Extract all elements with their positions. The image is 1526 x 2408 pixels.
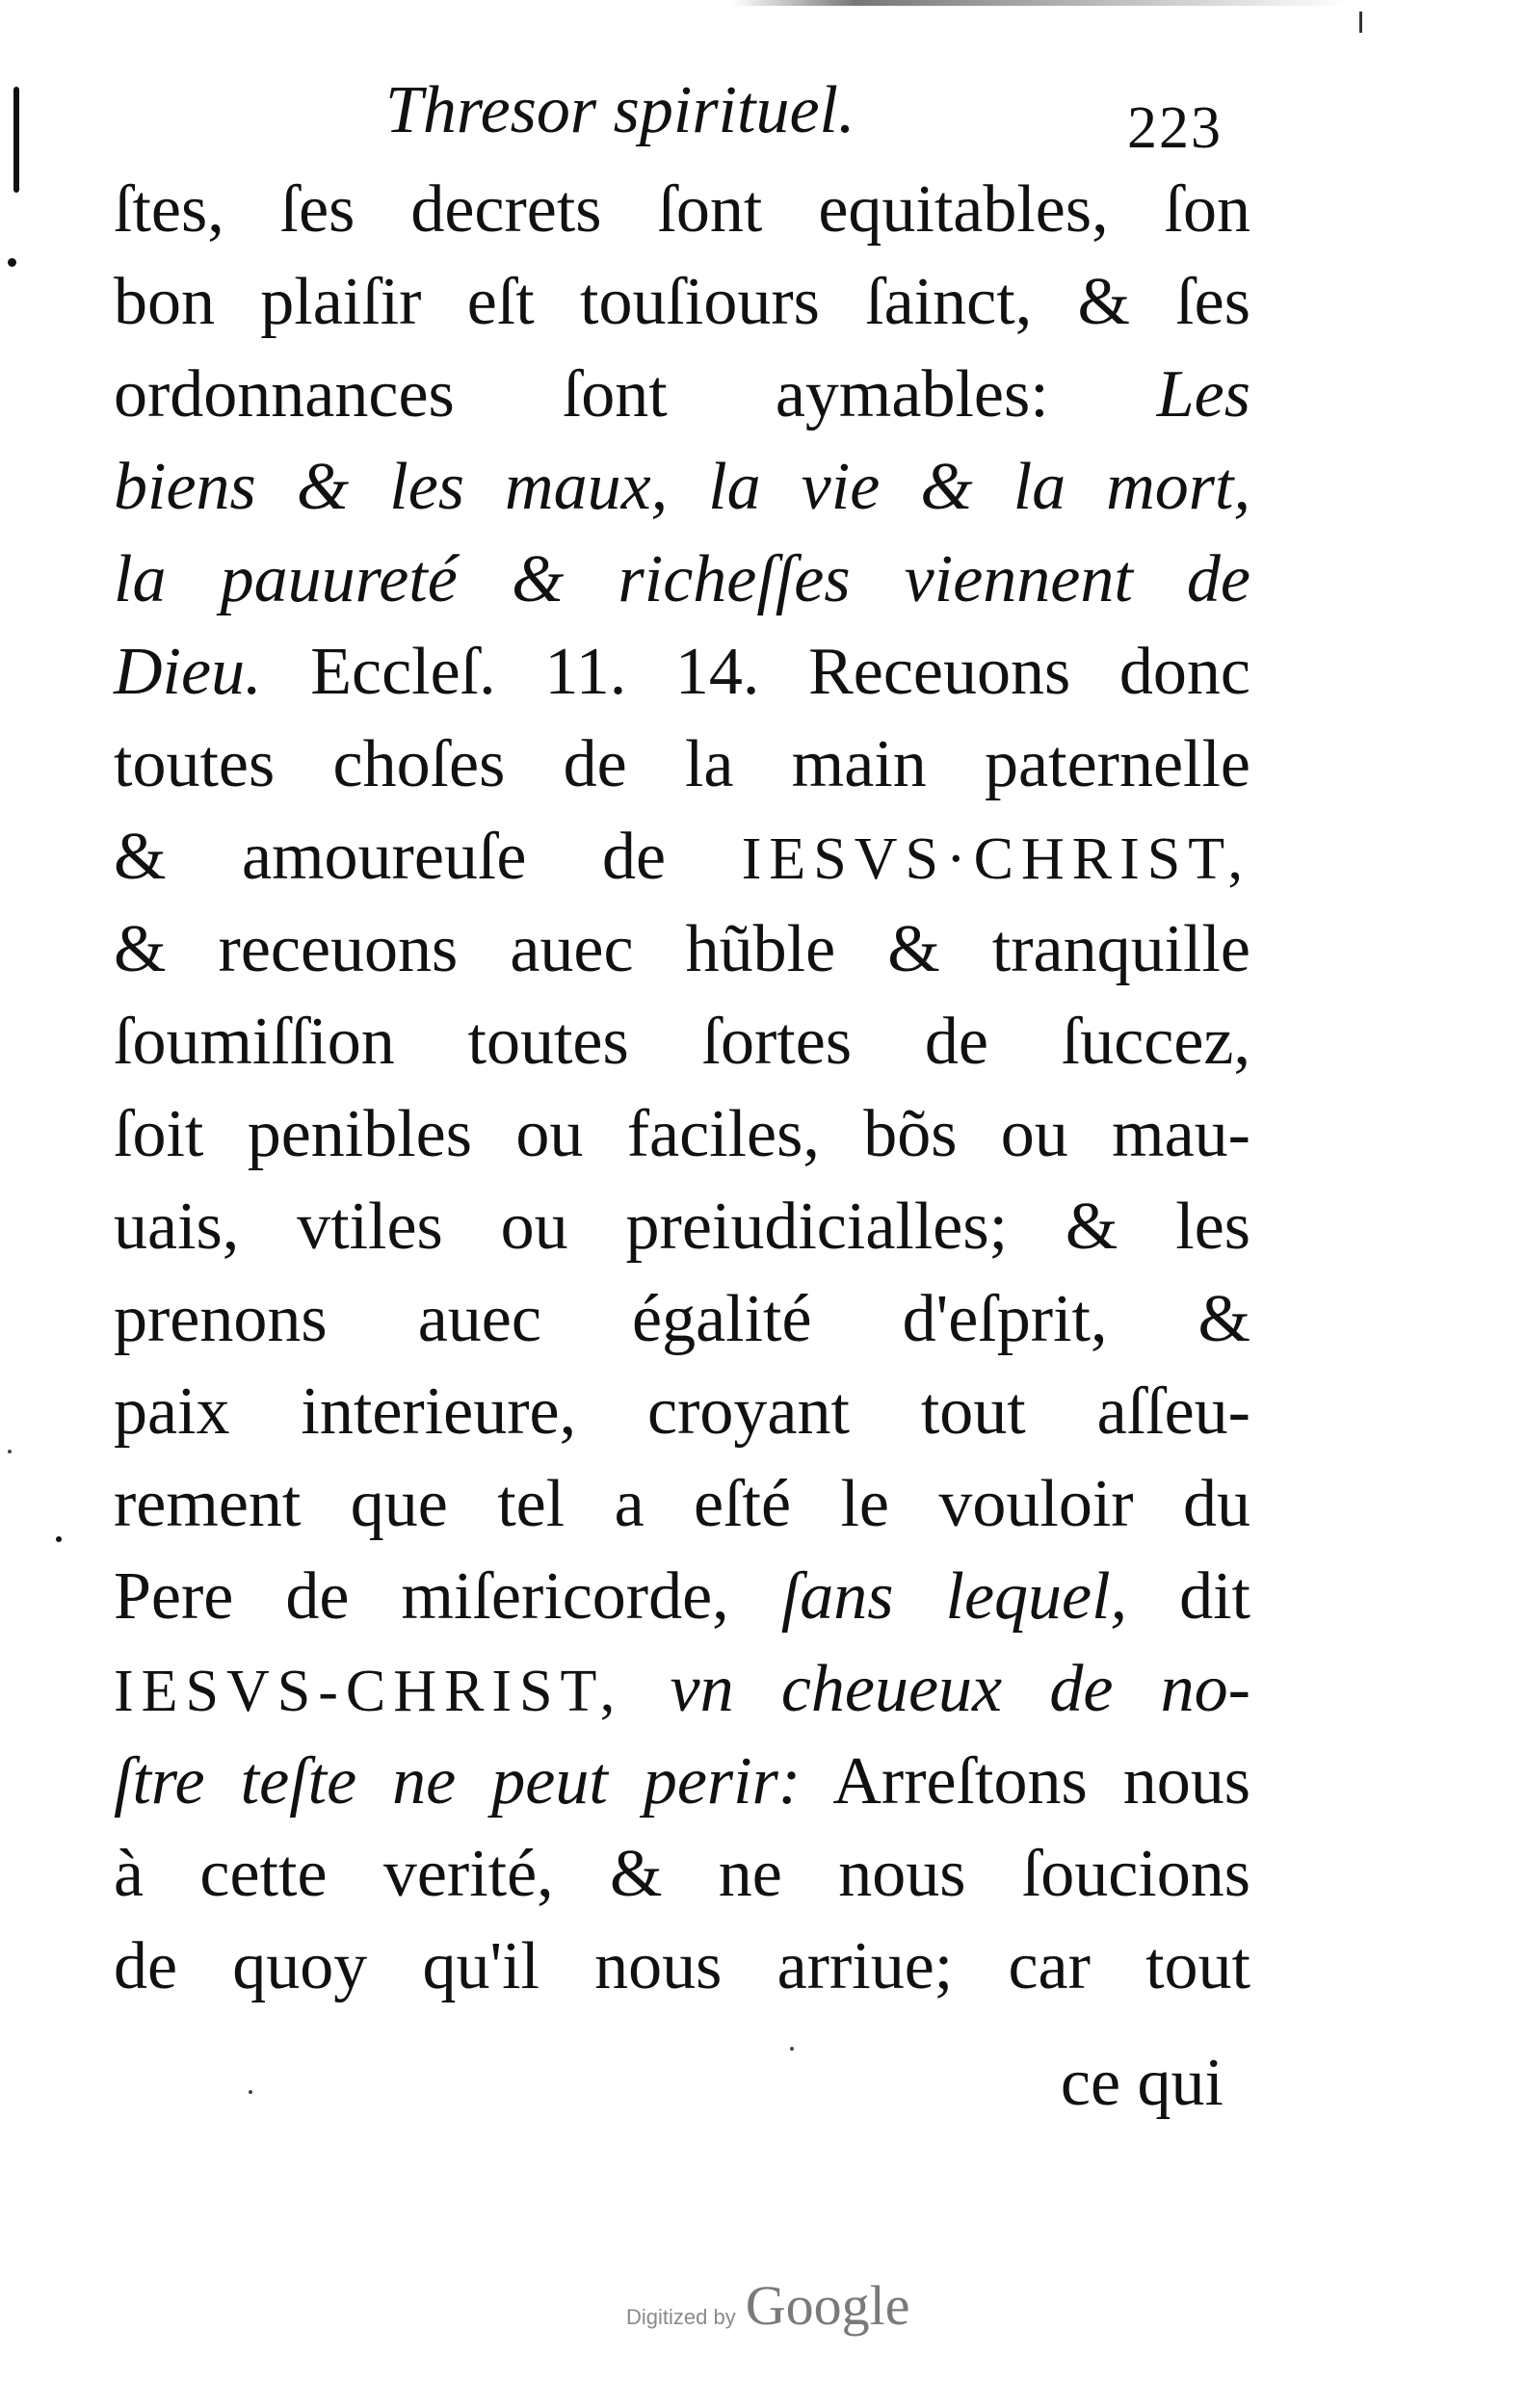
text-line bbox=[114, 1273, 1250, 1366]
italic-run: biens & les maux, la vie & la mort, bbox=[114, 450, 1250, 524]
text-line bbox=[114, 1921, 1250, 2013]
text-line bbox=[114, 626, 1250, 719]
italic-run: ſtre teſte ne peut perir: bbox=[114, 1744, 802, 1819]
text-line bbox=[114, 1458, 1250, 1551]
text-line bbox=[114, 1551, 1250, 1643]
watermark-prefix: Digitized by bbox=[626, 2305, 736, 2329]
italic-run: vn cheueux de no- bbox=[622, 1652, 1250, 1726]
text-line bbox=[114, 996, 1250, 1088]
scan-edge-mark bbox=[1359, 12, 1362, 33]
scan-speck bbox=[249, 2090, 252, 2094]
text-run: dit bbox=[1127, 1559, 1250, 1634]
italic-run: Dieu. bbox=[114, 635, 262, 709]
text-line bbox=[114, 811, 1250, 903]
text-run: toutes choſes de la main paternelle bbox=[114, 727, 1250, 801]
text-run: Arreſtons nous bbox=[801, 1744, 1250, 1819]
text-run: ſoit penibles ou faciles, bõs ou mau- bbox=[114, 1097, 1250, 1171]
google-logo: Google bbox=[745, 2274, 910, 2337]
text-line bbox=[114, 534, 1250, 626]
text-run: Pere de miſericorde, bbox=[114, 1559, 781, 1634]
scan-speck bbox=[8, 258, 16, 267]
text-run: ſtes, ſes decrets ſont equitables, ſon bbox=[114, 172, 1250, 247]
text-line bbox=[114, 164, 1250, 256]
text-run: ordonnances ſont aymables: bbox=[114, 357, 1157, 432]
text-run: prenons auec égalité d'eſprit, & bbox=[114, 1282, 1250, 1356]
text-line bbox=[114, 1736, 1250, 1828]
text-run: & amoureuſe de bbox=[114, 820, 742, 894]
text-run: à cette verité, & ne nous ſoucions bbox=[114, 1837, 1250, 1911]
text-run: ſoumiſſion toutes ſortes de ſuccez, bbox=[114, 1005, 1250, 1079]
text-run: de quoy qu'il nous arriue; car tout bbox=[114, 1929, 1250, 2003]
text-line bbox=[114, 349, 1250, 441]
text-run: paix interieure, croyant tout aſſeu- bbox=[114, 1374, 1250, 1449]
text-run: bon plaiſir eſt touſiours ſainct, & ſes bbox=[114, 265, 1250, 339]
small-caps-run: IESVS-CHRIST, bbox=[114, 1659, 623, 1724]
text-line bbox=[114, 441, 1250, 534]
text-line bbox=[114, 1181, 1250, 1273]
catchword: ce qui bbox=[1060, 2046, 1223, 2120]
scan-speck bbox=[8, 1450, 12, 1453]
text-run: uais, vtiles ou preiudicialles; & les bbox=[114, 1190, 1250, 1264]
text-line bbox=[114, 1828, 1250, 1921]
italic-run: Les bbox=[1156, 357, 1250, 432]
text-line bbox=[114, 903, 1250, 996]
text-line bbox=[114, 719, 1250, 811]
running-head-title: Thresor spirituel. bbox=[385, 73, 855, 147]
text-run: rement que tel a eſté le vouloir du bbox=[114, 1467, 1250, 1541]
text-line bbox=[114, 256, 1250, 349]
italic-run: ſans lequel, bbox=[780, 1559, 1128, 1634]
italic-run: la pauureté & richeſſes viennent de bbox=[114, 542, 1250, 616]
text-line bbox=[114, 1366, 1250, 1458]
text-line bbox=[114, 1088, 1250, 1181]
digitized-watermark bbox=[626, 2273, 944, 2350]
body-text bbox=[114, 164, 1250, 2013]
small-caps-run: IESVS·CHRIST, bbox=[741, 826, 1250, 892]
text-run: Eccleſ. 11. 14. Receuons donc bbox=[261, 635, 1250, 709]
scan-speck bbox=[56, 1536, 62, 1542]
text-run: & receuons auec hũble & tranquille bbox=[114, 912, 1250, 986]
page-number: 223 bbox=[1127, 95, 1223, 161]
scan-speck bbox=[790, 2047, 794, 2051]
text-line bbox=[114, 1643, 1250, 1736]
scan-top-edge bbox=[732, 0, 1349, 6]
scan-edge-mark bbox=[13, 87, 19, 193]
